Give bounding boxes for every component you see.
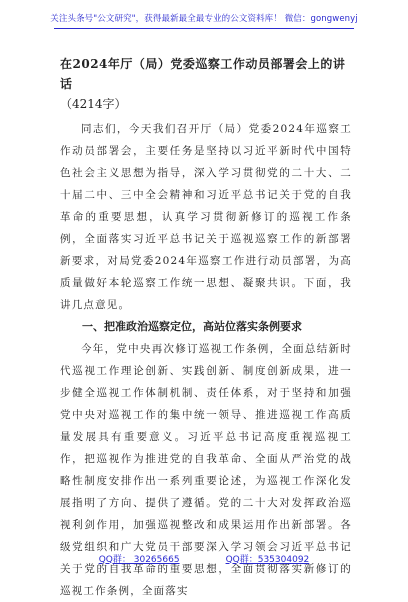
document-body [60, 54, 352, 602]
footer-qq-group-1[interactable]: QQ群： 30265665 [98, 554, 180, 565]
intro-paragraph: 同志们，今天我们召开厅（局）党委2024年巡察工作动员部署会，主要任务是坚持以习近平新时代中国特色社会主义思想为指导，深入学习贯彻党的二十大、二十届二中、三中全会精神和习近平总书记关于党的自我革命的重要思想，认真学习贯彻新修订的巡视工作条例，全面落实习近平总书记关于巡视巡察工作的新部署新要求，对局党委2024年巡察工作进行动员部署，为高质量做好本轮巡察工作统一思想、凝聚共识。下面，我讲几点意见。 [60, 123, 352, 311]
footer-qq-group-2[interactable]: QQ群：535304092 [225, 554, 310, 565]
document-title: 在2024年厅（局）党委巡察工作动员部署会上的讲话 [60, 57, 346, 91]
word-count: （4214字） [60, 97, 127, 111]
section-heading-1: 一、把准政治巡察定位，高站位落实条例要求 [82, 320, 302, 333]
header-notice: 关注头条号"公文研究"，获得最新最全最专业的公文资料库！ 微信：gongwenyj [50, 14, 358, 24]
header-divider [54, 28, 354, 29]
section-1-paragraph: 今年，党中央再次修订巡视工作条例，全面总结新时代巡视工作理论创新、实践创新、制度创新成果，进一步健全巡视工作体制机制、责任体系，对于坚持和加强党中央对巡视工作的集中统一领导、推进巡视工作高质量发展具有重要意义。习近平总书记高度重视巡视工作，把巡视作为推进党的自我革命、全面从严治党的战略性制度安排作出一系列重要论述，为巡视工作深化发展指明了方向、提供了遵循。党的二十大对发挥政治巡视利剑作用，加强巡视整改和成果运用作出新部署。各级党组织和广大党员干部要深入学习领会习近平总书记关于党的自我革命的重要思想，全面贯彻落实新修订的巡视工作条例，全面落实 [60, 343, 352, 597]
page-footer [0, 548, 408, 568]
page-header [0, 0, 408, 46]
